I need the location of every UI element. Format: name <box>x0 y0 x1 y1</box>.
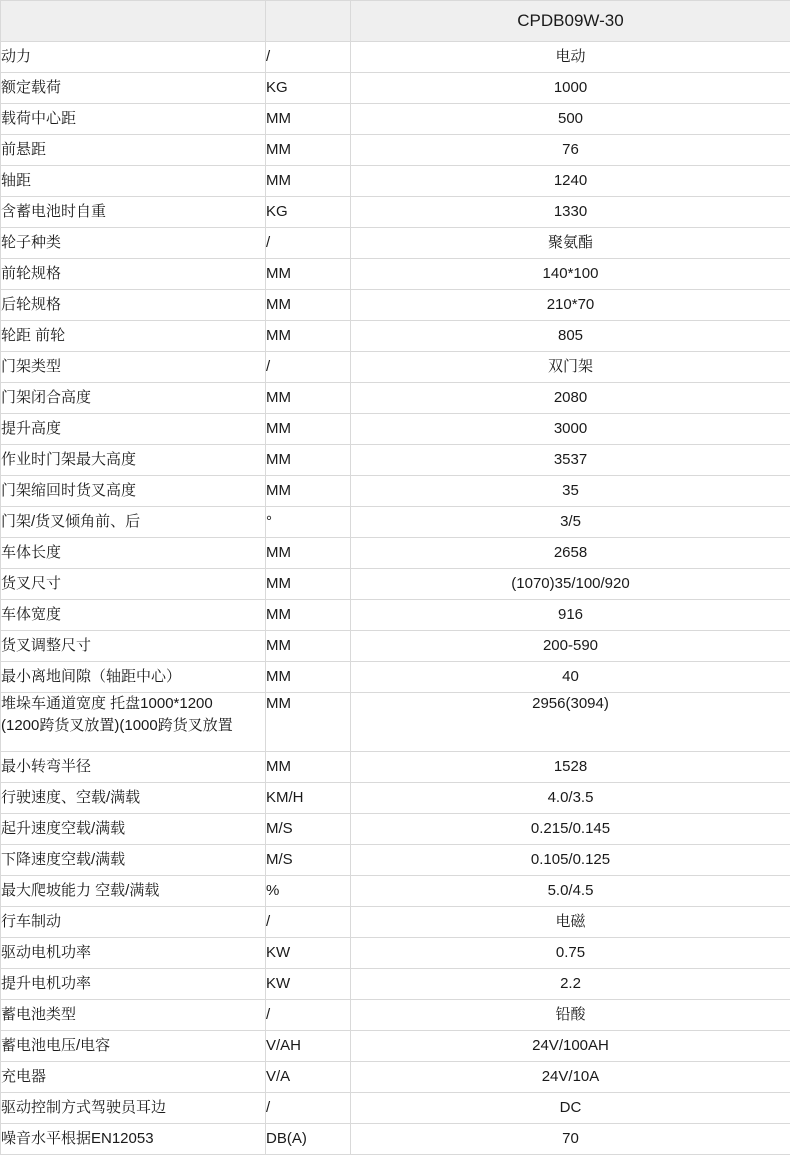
spec-label-text: 下降速度空载/满载 <box>1 851 125 868</box>
spec-label-text: 含蓄电池时自重 <box>1 203 106 220</box>
spec-value: 1000 <box>351 73 790 104</box>
spec-label-text: 提升电机功率 <box>1 975 91 992</box>
spec-value: 24V/100AH <box>351 1031 790 1062</box>
spec-value: 0.215/0.145 <box>351 814 790 845</box>
spec-unit: / <box>266 352 351 383</box>
spec-unit: MM <box>266 752 351 783</box>
table-row <box>1 907 790 938</box>
table-row <box>1 845 790 876</box>
table-row <box>1 969 790 1000</box>
spec-value: 电磁 <box>351 907 790 938</box>
spec-unit: / <box>266 907 351 938</box>
spec-value: 500 <box>351 104 790 135</box>
spec-value: 2.2 <box>351 969 790 1000</box>
spec-label <box>1 907 266 938</box>
spec-unit: MM <box>266 135 351 166</box>
spec-label-text: 轮距 前轮 <box>1 327 65 344</box>
header-model-cell: CPDB09W-30 <box>351 1 790 42</box>
spec-value: 76 <box>351 135 790 166</box>
spec-unit: MM <box>266 693 351 752</box>
spec-unit: / <box>266 1093 351 1124</box>
spec-label <box>1 1000 266 1031</box>
spec-label <box>1 662 266 693</box>
table-row <box>1 414 790 445</box>
spec-unit: V/AH <box>266 1031 351 1062</box>
table-row <box>1 876 790 907</box>
spec-label <box>1 969 266 1000</box>
spec-label-text: 轴距 <box>1 172 31 189</box>
table-row <box>1 814 790 845</box>
spec-label-text: 起升速度空载/满载 <box>1 820 125 837</box>
table-row <box>1 783 790 814</box>
spec-value: 3/5 <box>351 507 790 538</box>
spec-unit: / <box>266 228 351 259</box>
spec-label <box>1 845 266 876</box>
spec-label-text: 蓄电池电压/电容 <box>1 1037 110 1054</box>
spec-unit: MM <box>266 321 351 352</box>
table-row <box>1 445 790 476</box>
table-row <box>1 1031 790 1062</box>
table-row <box>1 321 790 352</box>
spec-label-text: 最大爬坡能力 空载/满载 <box>1 882 159 899</box>
spec-unit: KW <box>266 938 351 969</box>
table-row <box>1 693 790 752</box>
spec-unit: MM <box>266 662 351 693</box>
spec-label <box>1 1124 266 1155</box>
table-row <box>1 1062 790 1093</box>
table-row <box>1 631 790 662</box>
header-label-cell <box>1 1 266 42</box>
spec-label-text: 蓄电池类型 <box>1 1006 76 1023</box>
table-row <box>1 259 790 290</box>
spec-unit: MM <box>266 414 351 445</box>
spec-unit: MM <box>266 383 351 414</box>
spec-value: 3537 <box>351 445 790 476</box>
table-row <box>1 383 790 414</box>
table-row <box>1 476 790 507</box>
spec-label-text: 行驶速度、空载/满载 <box>1 789 140 806</box>
spec-value: 2956(3094) <box>351 693 790 752</box>
spec-label-text: 额定载荷 <box>1 79 61 96</box>
spec-unit: MM <box>266 445 351 476</box>
spec-label-text: 前悬距 <box>1 141 46 158</box>
spec-unit: % <box>266 876 351 907</box>
table-row <box>1 197 790 228</box>
spec-value: 35 <box>351 476 790 507</box>
spec-label <box>1 1062 266 1093</box>
spec-value: 805 <box>351 321 790 352</box>
spec-label <box>1 1031 266 1062</box>
spec-label <box>1 104 266 135</box>
spec-value: 0.75 <box>351 938 790 969</box>
spec-label <box>1 352 266 383</box>
table-row <box>1 538 790 569</box>
table-row <box>1 73 790 104</box>
spec-label <box>1 693 266 752</box>
spec-unit: V/A <box>266 1062 351 1093</box>
spec-unit: M/S <box>266 845 351 876</box>
spec-label <box>1 569 266 600</box>
spec-label-text: 轮子种类 <box>1 234 61 251</box>
spec-unit: MM <box>266 290 351 321</box>
spec-value: 1330 <box>351 197 790 228</box>
spec-label-text: 车体宽度 <box>1 606 61 623</box>
spec-unit: MM <box>266 631 351 662</box>
table-row <box>1 166 790 197</box>
spec-label <box>1 290 266 321</box>
table-row <box>1 569 790 600</box>
spec-label-text: 门架类型 <box>1 358 61 375</box>
spec-unit: KG <box>266 197 351 228</box>
spec-label <box>1 259 266 290</box>
spec-label-text: 后轮规格 <box>1 296 61 313</box>
spec-label-text: 提升高度 <box>1 420 61 437</box>
spec-unit: KG <box>266 73 351 104</box>
spec-label <box>1 414 266 445</box>
table-row <box>1 104 790 135</box>
table-row <box>1 228 790 259</box>
spec-value: 铅酸 <box>351 1000 790 1031</box>
spec-label <box>1 1093 266 1124</box>
spec-unit: / <box>266 1000 351 1031</box>
spec-unit: MM <box>266 569 351 600</box>
table-row <box>1 290 790 321</box>
spec-value: 聚氨酯 <box>351 228 790 259</box>
spec-unit: MM <box>266 538 351 569</box>
spec-value: 24V/10A <box>351 1062 790 1093</box>
spec-unit: MM <box>266 166 351 197</box>
spec-label <box>1 445 266 476</box>
spec-value: 双门架 <box>351 352 790 383</box>
spec-unit: KW <box>266 969 351 1000</box>
spec-value: (1070)35/100/920 <box>351 569 790 600</box>
spec-label-text: 驱动控制方式驾驶员耳边 <box>1 1099 166 1116</box>
table-header <box>1 1 790 42</box>
table-row <box>1 1093 790 1124</box>
spec-label <box>1 197 266 228</box>
spec-label-text: 作业时门架最大高度 <box>1 451 136 468</box>
spec-value: 5.0/4.5 <box>351 876 790 907</box>
spec-label-text: 驱动电机功率 <box>1 944 91 961</box>
table-row <box>1 135 790 166</box>
table-row <box>1 600 790 631</box>
spec-label-text: 门架闭合高度 <box>1 389 91 406</box>
spec-label-text: 最小转弯半径 <box>1 758 91 775</box>
spec-label-text: 堆垛车通道宽度 托盘1000*1200 <box>1 695 213 712</box>
spec-value: 2080 <box>351 383 790 414</box>
spec-label-text: 前轮规格 <box>1 265 61 282</box>
spec-label <box>1 73 266 104</box>
spec-label-text: 最小离地间隙（轴距中心） <box>1 668 181 685</box>
spec-label-text: 门架/货叉倾角前、后 <box>1 513 140 530</box>
spec-value: 1240 <box>351 166 790 197</box>
spec-value: 40 <box>351 662 790 693</box>
spec-value: 4.0/3.5 <box>351 783 790 814</box>
spec-unit: KM/H <box>266 783 351 814</box>
spec-label <box>1 752 266 783</box>
spec-label-text: 载荷中心距 <box>1 110 76 127</box>
spec-label <box>1 166 266 197</box>
spec-value: 0.105/0.125 <box>351 845 790 876</box>
spec-value: 140*100 <box>351 259 790 290</box>
table-row <box>1 752 790 783</box>
table-row <box>1 507 790 538</box>
spec-unit: / <box>266 42 351 73</box>
spec-unit: MM <box>266 476 351 507</box>
spec-label-text: 动力 <box>1 48 31 65</box>
spec-label-text: 车体长度 <box>1 544 61 561</box>
header-unit-cell <box>266 1 351 42</box>
spec-label <box>1 538 266 569</box>
spec-label-text: 货叉调整尺寸 <box>1 637 91 654</box>
spec-unit: MM <box>266 259 351 290</box>
spec-label <box>1 876 266 907</box>
spec-label-text: 门架缩回时货叉高度 <box>1 482 136 499</box>
spec-label <box>1 600 266 631</box>
spec-unit: DB(A) <box>266 1124 351 1155</box>
spec-value: 1528 <box>351 752 790 783</box>
spec-value: DC <box>351 1093 790 1124</box>
spec-label-text: 噪音水平根据EN12053 <box>1 1130 154 1147</box>
spec-label-text: 充电器 <box>1 1068 46 1085</box>
spec-value: 电动 <box>351 42 790 73</box>
table-row <box>1 662 790 693</box>
spec-label <box>1 814 266 845</box>
table-body <box>1 42 790 1155</box>
table-row <box>1 42 790 73</box>
spec-unit: MM <box>266 104 351 135</box>
spec-value: 210*70 <box>351 290 790 321</box>
table-row <box>1 352 790 383</box>
table-row <box>1 938 790 969</box>
spec-unit: ° <box>266 507 351 538</box>
spec-label <box>1 42 266 73</box>
spec-value: 200-590 <box>351 631 790 662</box>
spec-label <box>1 631 266 662</box>
spec-label <box>1 135 266 166</box>
spec-unit: M/S <box>266 814 351 845</box>
spec-label <box>1 383 266 414</box>
spec-value: 3000 <box>351 414 790 445</box>
table-row <box>1 1000 790 1031</box>
spec-label <box>1 476 266 507</box>
table-row <box>1 1124 790 1155</box>
spec-label-text-line2: (1200跨货叉放置)(1000跨货叉放置 <box>1 715 265 737</box>
spec-value: 916 <box>351 600 790 631</box>
spec-label <box>1 507 266 538</box>
spec-label-text: 货叉尺寸 <box>1 575 61 592</box>
spec-label-text: 行车制动 <box>1 913 61 930</box>
spec-label <box>1 321 266 352</box>
spec-label <box>1 783 266 814</box>
spec-value: 2658 <box>351 538 790 569</box>
spec-unit: MM <box>266 600 351 631</box>
table-header-row <box>1 1 790 42</box>
spec-value: 70 <box>351 1124 790 1155</box>
spec-label <box>1 938 266 969</box>
spec-label <box>1 228 266 259</box>
